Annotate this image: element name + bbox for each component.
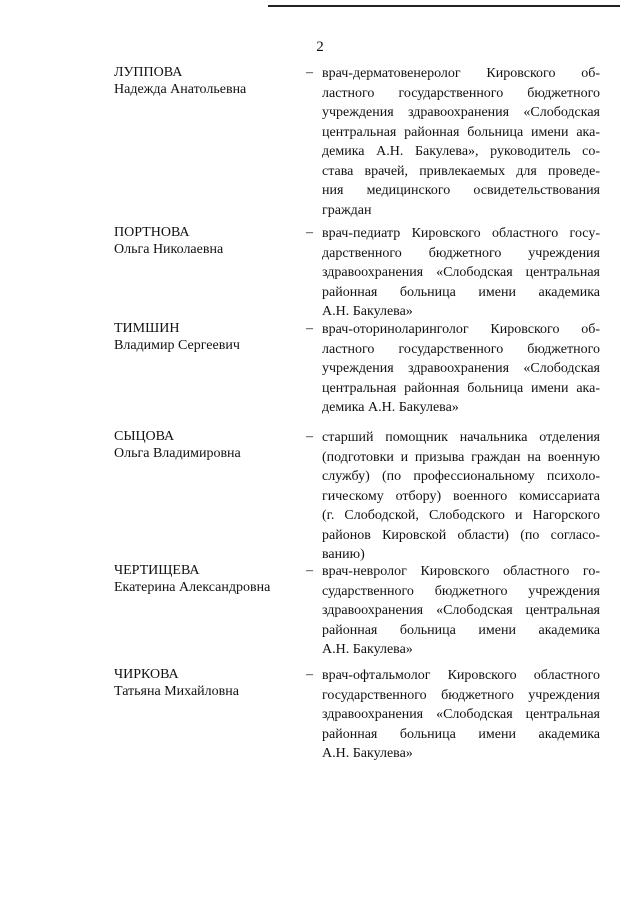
role-line: ластного государственного бюджетного <box>322 341 600 357</box>
header-rule <box>268 5 620 7</box>
member-role <box>322 428 600 565</box>
member-name <box>114 666 304 700</box>
role-line: врач-дерматовенеролог Кировского об- <box>322 66 600 81</box>
role-line: учреждения здравоохранения «Слободская <box>322 361 600 376</box>
page-number: 2 <box>316 39 324 55</box>
role-line: ванию) <box>322 547 365 562</box>
member-name <box>114 562 304 596</box>
member-name <box>114 320 304 354</box>
role-line: государственного бюджетного учреждения <box>322 687 600 703</box>
role-line: граждан <box>322 202 372 218</box>
role-line: ния медицинского освидетельствования <box>322 183 600 198</box>
role-line: центральная районная больница имени ака- <box>322 380 600 396</box>
role-line: демика А.Н. Бакулева» <box>322 400 459 415</box>
entry-dash: – <box>306 225 313 240</box>
member-given-names: Ольга Николаевна <box>114 242 224 257</box>
member-role <box>322 224 600 322</box>
member-surname: ЧИРКОВА <box>114 667 179 682</box>
member-surname: ЧЕРТИЩЕВА <box>114 563 200 578</box>
role-line: здравоохранения «Слободская центральная <box>322 707 600 722</box>
role-line: сударственного бюджетного учреждения <box>322 583 600 599</box>
role-line: учреждения здравоохранения «Слободская <box>322 105 600 120</box>
member-given-names: Надежда Анатольевна <box>114 82 247 97</box>
role-line: старший помощник начальника отделения <box>322 430 600 445</box>
role-line: А.Н. Бакулева» <box>322 746 413 761</box>
role-line: здравоохранения «Слободская центральная <box>322 603 600 618</box>
member-given-names: Ольга Владимировна <box>114 446 241 461</box>
member-given-names: Владимир Сергеевич <box>114 338 240 353</box>
role-line: районная больница имени академика <box>322 726 600 742</box>
member-role <box>322 64 600 220</box>
member-name <box>114 224 304 258</box>
entry-dash: – <box>306 563 313 578</box>
role-line: ластного государственного бюджетного <box>322 85 600 101</box>
role-line: (подготовки и призыва граждан на военную <box>322 449 600 465</box>
role-line: става врачей, привлекаемых для проведе- <box>322 163 600 179</box>
entry-dash: – <box>306 321 313 336</box>
member-surname: СЫЦОВА <box>114 429 175 444</box>
member-name <box>114 428 304 462</box>
role-line: А.Н. Бакулева» <box>322 304 413 319</box>
role-line: районная больница имени академика <box>322 284 600 300</box>
member-name <box>114 64 304 98</box>
role-line: врач-оториноларинголог Кировского об- <box>322 322 600 337</box>
member-role <box>322 562 600 660</box>
role-line: врач-педиатр Кировского областного госу- <box>322 226 600 241</box>
member-surname: ТИМШИН <box>114 321 180 336</box>
role-line: дарственного бюджетного учреждения <box>322 245 600 261</box>
role-line: районная больница имени академика <box>322 622 600 638</box>
entry-dash: – <box>306 429 313 444</box>
entry-dash: – <box>306 667 313 682</box>
role-line: (г. Слободской, Слободского и Нагорского <box>322 508 600 523</box>
role-line: здравоохранения «Слободская центральная <box>322 265 600 280</box>
role-line: гическому отбору) военного комиссариата <box>322 488 600 504</box>
role-line: врач-офтальмолог Кировского областного <box>322 668 600 683</box>
member-surname: ПОРТНОВА <box>114 225 190 240</box>
role-line: А.Н. Бакулева» <box>322 642 413 657</box>
member-given-names: Татьяна Михайловна <box>114 684 239 699</box>
role-line: демика А.Н. Бакулева», руководитель со- <box>322 144 600 159</box>
role-line: врач-невролог Кировского областного го- <box>322 564 600 579</box>
member-given-names: Екатерина Александровна <box>114 580 271 595</box>
member-role <box>322 320 600 418</box>
member-role <box>322 666 600 764</box>
entry-dash: – <box>306 65 313 80</box>
role-line: службу) (по профессиональному психоло- <box>322 469 600 484</box>
member-surname: ЛУППОВА <box>114 65 183 80</box>
role-line: центральная районная больница имени ака- <box>322 124 600 140</box>
role-line: районов Кировской области) (по согласо- <box>322 527 600 543</box>
